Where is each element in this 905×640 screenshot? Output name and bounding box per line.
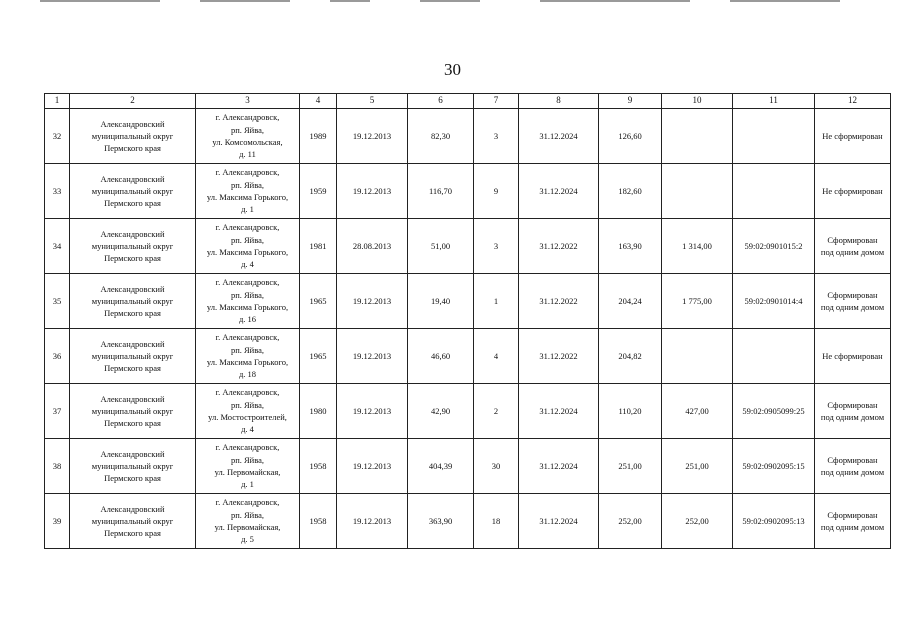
- column-header: 1: [45, 94, 70, 109]
- land-area-cell: [662, 109, 733, 164]
- resettlement-deadline-cell: 31.12.2024: [519, 109, 599, 164]
- total-area-cell: 252,00: [599, 494, 662, 549]
- row-number-cell: 33: [45, 164, 70, 219]
- resettlement-deadline-cell: 31.12.2024: [519, 164, 599, 219]
- owner-line: муниципальный округ: [91, 460, 174, 471]
- owner-line: Пермского края: [104, 143, 161, 154]
- address-cell: [196, 329, 300, 384]
- address-line: г. Александровск,: [215, 167, 280, 178]
- row-number-cell: 37: [45, 384, 70, 439]
- owner-line: Пермского края: [104, 418, 161, 429]
- residents-count-cell: 3: [474, 109, 519, 164]
- build-year-cell: 1980: [300, 384, 337, 439]
- column-header: 3: [196, 94, 300, 109]
- owner-line: муниципальный округ: [91, 405, 174, 416]
- owner-line: Пермского края: [104, 528, 161, 539]
- address-line: ул. Первомайская,: [214, 467, 281, 477]
- status-line: Не сформирован: [822, 130, 883, 141]
- row-number-cell: 39: [45, 494, 70, 549]
- owner-cell: [70, 329, 196, 384]
- address-line: д. 1: [241, 204, 254, 215]
- cadastral-number-cell: [733, 329, 815, 384]
- owner-line: Пермского края: [104, 473, 161, 484]
- status-cell: [815, 439, 891, 494]
- address-line: д. 18: [238, 369, 257, 380]
- owner-line: Александровский: [100, 338, 165, 349]
- table-row: [45, 439, 891, 494]
- status-line: Не сформирован: [822, 185, 883, 196]
- column-header: 9: [599, 94, 662, 109]
- owner-cell: [70, 494, 196, 549]
- status-line: под одним домом: [820, 247, 885, 257]
- owner-line: муниципальный округ: [91, 350, 174, 361]
- status-cell: [815, 219, 891, 274]
- residents-count-cell: 1: [474, 274, 519, 329]
- owner-line: Александровский: [100, 448, 165, 459]
- column-header: 10: [662, 94, 733, 109]
- address-line: рп. Яйва,: [230, 454, 265, 465]
- housing-registry-table: [44, 93, 891, 549]
- residents-count-cell: 2: [474, 384, 519, 439]
- address-line: г. Александровск,: [215, 112, 280, 123]
- status-line: Сформирован: [827, 399, 878, 410]
- build-year-cell: 1965: [300, 329, 337, 384]
- column-number-row: [45, 94, 891, 109]
- total-area-cell: 251,00: [599, 439, 662, 494]
- area-cell: 404,39: [408, 439, 474, 494]
- owner-line: муниципальный округ: [91, 130, 174, 141]
- residents-count-cell: 18: [474, 494, 519, 549]
- build-year-cell: 1989: [300, 109, 337, 164]
- column-header: 5: [337, 94, 408, 109]
- area-cell: 46,60: [408, 329, 474, 384]
- recognition-date-cell: 19.12.2013: [337, 164, 408, 219]
- build-year-cell: 1981: [300, 219, 337, 274]
- address-line: д. 4: [241, 424, 254, 435]
- column-header: 2: [70, 94, 196, 109]
- address-line: рп. Яйва,: [230, 124, 265, 135]
- cadastral-number-cell: 59:02:0902095:13: [733, 494, 815, 549]
- status-line: Сформирован: [827, 454, 878, 465]
- scan-edge-mark: [540, 0, 690, 2]
- total-area-cell: 182,60: [599, 164, 662, 219]
- status-cell: [815, 329, 891, 384]
- status-line: под одним домом: [820, 467, 885, 477]
- owner-cell: [70, 109, 196, 164]
- status-cell: [815, 494, 891, 549]
- table-row: [45, 164, 891, 219]
- recognition-date-cell: 19.12.2013: [337, 329, 408, 384]
- table-row: [45, 384, 891, 439]
- total-area-cell: 110,20: [599, 384, 662, 439]
- land-area-cell: 251,00: [662, 439, 733, 494]
- status-line: под одним домом: [820, 522, 885, 532]
- owner-cell: [70, 164, 196, 219]
- address-line: г. Александровск,: [215, 277, 280, 288]
- scan-edge-mark: [40, 0, 160, 2]
- recognition-date-cell: 19.12.2013: [337, 109, 408, 164]
- owner-line: Александровский: [100, 228, 165, 239]
- land-area-cell: 252,00: [662, 494, 733, 549]
- column-header: 7: [474, 94, 519, 109]
- owner-line: Пермского края: [104, 363, 161, 374]
- status-line: Сформирован: [827, 509, 878, 520]
- resettlement-deadline-cell: 31.12.2024: [519, 439, 599, 494]
- status-cell: [815, 109, 891, 164]
- address-line: д. 11: [239, 149, 256, 160]
- owner-cell: [70, 384, 196, 439]
- status-cell: [815, 164, 891, 219]
- total-area-cell: 204,24: [599, 274, 662, 329]
- table-body: [45, 109, 891, 549]
- owner-line: Александровский: [100, 173, 165, 184]
- status-line: Сформирован: [827, 234, 878, 245]
- cadastral-number-cell: [733, 164, 815, 219]
- address-line: рп. Яйва,: [230, 509, 265, 520]
- address-cell: [196, 219, 300, 274]
- scan-edge-mark: [330, 0, 370, 2]
- status-cell: [815, 384, 891, 439]
- row-number-cell: 34: [45, 219, 70, 274]
- cadastral-number-cell: 59:02:0905099:25: [733, 384, 815, 439]
- resettlement-deadline-cell: 31.12.2022: [519, 219, 599, 274]
- address-line: д. 4: [241, 259, 254, 270]
- owner-line: муниципальный округ: [91, 240, 174, 251]
- address-line: ул. Максима Горького,: [206, 357, 289, 367]
- address-line: рп. Яйва,: [230, 344, 265, 355]
- address-cell: [196, 274, 300, 329]
- land-area-cell: 1 314,00: [662, 219, 733, 274]
- residents-count-cell: 4: [474, 329, 519, 384]
- column-header: 8: [519, 94, 599, 109]
- status-cell: [815, 274, 891, 329]
- owner-line: Александровский: [100, 118, 165, 129]
- cadastral-number-cell: 59:02:0901014:4: [733, 274, 815, 329]
- status-line: под одним домом: [820, 412, 885, 422]
- build-year-cell: 1959: [300, 164, 337, 219]
- land-area-cell: [662, 164, 733, 219]
- recognition-date-cell: 19.12.2013: [337, 439, 408, 494]
- owner-line: муниципальный округ: [91, 295, 174, 306]
- address-line: г. Александровск,: [215, 332, 280, 343]
- address-line: г. Александровск,: [215, 222, 280, 233]
- address-line: д. 5: [241, 534, 254, 545]
- address-line: ул. Максима Горького,: [206, 247, 289, 257]
- residents-count-cell: 9: [474, 164, 519, 219]
- owner-line: Пермского края: [104, 198, 161, 209]
- row-number-cell: 32: [45, 109, 70, 164]
- address-cell: [196, 494, 300, 549]
- table-row: [45, 219, 891, 274]
- area-cell: 51,00: [408, 219, 474, 274]
- address-line: рп. Яйва,: [230, 234, 265, 245]
- area-cell: 42,90: [408, 384, 474, 439]
- column-header: 4: [300, 94, 337, 109]
- scan-edge-mark: [420, 0, 480, 2]
- area-cell: 363,90: [408, 494, 474, 549]
- area-cell: 82,30: [408, 109, 474, 164]
- residents-count-cell: 3: [474, 219, 519, 274]
- table-row: [45, 109, 891, 164]
- owner-line: Александровский: [100, 503, 165, 514]
- owner-cell: [70, 219, 196, 274]
- total-area-cell: 163,90: [599, 219, 662, 274]
- residents-count-cell: 30: [474, 439, 519, 494]
- address-cell: [196, 164, 300, 219]
- recognition-date-cell: 19.12.2013: [337, 274, 408, 329]
- owner-line: муниципальный округ: [91, 515, 174, 526]
- row-number-cell: 36: [45, 329, 70, 384]
- cadastral-number-cell: 59:02:0902095:15: [733, 439, 815, 494]
- resettlement-deadline-cell: 31.12.2024: [519, 494, 599, 549]
- cadastral-number-cell: [733, 109, 815, 164]
- total-area-cell: 204,82: [599, 329, 662, 384]
- area-cell: 19,40: [408, 274, 474, 329]
- area-cell: 116,70: [408, 164, 474, 219]
- address-line: г. Александровск,: [215, 497, 280, 508]
- table-row: [45, 274, 891, 329]
- owner-line: Александровский: [100, 283, 165, 294]
- address-cell: [196, 109, 300, 164]
- build-year-cell: 1965: [300, 274, 337, 329]
- column-header: 6: [408, 94, 474, 109]
- address-line: г. Александровск,: [215, 442, 280, 453]
- address-line: ул. Мостостроителей,: [208, 412, 287, 422]
- address-line: ул. Комсомольская,: [212, 137, 283, 147]
- owner-cell: [70, 439, 196, 494]
- row-number-cell: 35: [45, 274, 70, 329]
- scan-edge-mark: [200, 0, 290, 2]
- land-area-cell: [662, 329, 733, 384]
- owner-line: Пермского края: [104, 308, 161, 319]
- owner-cell: [70, 274, 196, 329]
- total-area-cell: 126,60: [599, 109, 662, 164]
- address-line: д. 1: [241, 479, 254, 490]
- column-header: 11: [733, 94, 815, 109]
- table-row: [45, 329, 891, 384]
- resettlement-deadline-cell: 31.12.2024: [519, 384, 599, 439]
- recognition-date-cell: 28.08.2013: [337, 219, 408, 274]
- address-line: ул. Первомайская,: [214, 522, 281, 532]
- resettlement-deadline-cell: 31.12.2022: [519, 329, 599, 384]
- address-line: ул. Максима Горького,: [206, 192, 289, 202]
- address-cell: [196, 439, 300, 494]
- address-cell: [196, 384, 300, 439]
- owner-line: Александровский: [100, 393, 165, 404]
- address-line: рп. Яйва,: [230, 289, 265, 300]
- recognition-date-cell: 19.12.2013: [337, 494, 408, 549]
- address-line: г. Александровск,: [215, 387, 280, 398]
- status-line: Не сформирован: [822, 350, 883, 361]
- land-area-cell: 427,00: [662, 384, 733, 439]
- address-line: рп. Яйва,: [230, 179, 265, 190]
- land-area-cell: 1 775,00: [662, 274, 733, 329]
- resettlement-deadline-cell: 31.12.2022: [519, 274, 599, 329]
- table-row: [45, 494, 891, 549]
- row-number-cell: 38: [45, 439, 70, 494]
- column-header: 12: [815, 94, 891, 109]
- address-line: ул. Максима Горького,: [206, 302, 289, 312]
- address-line: рп. Яйва,: [230, 399, 265, 410]
- build-year-cell: 1958: [300, 494, 337, 549]
- address-line: д. 16: [238, 314, 257, 325]
- owner-line: Пермского края: [104, 253, 161, 264]
- status-line: под одним домом: [820, 302, 885, 312]
- status-line: Сформирован: [827, 289, 878, 300]
- cadastral-number-cell: 59:02:0901015:2: [733, 219, 815, 274]
- build-year-cell: 1958: [300, 439, 337, 494]
- page-number: 30: [444, 60, 461, 79]
- recognition-date-cell: 19.12.2013: [337, 384, 408, 439]
- owner-line: муниципальный округ: [91, 185, 174, 196]
- scan-edge-mark: [730, 0, 840, 2]
